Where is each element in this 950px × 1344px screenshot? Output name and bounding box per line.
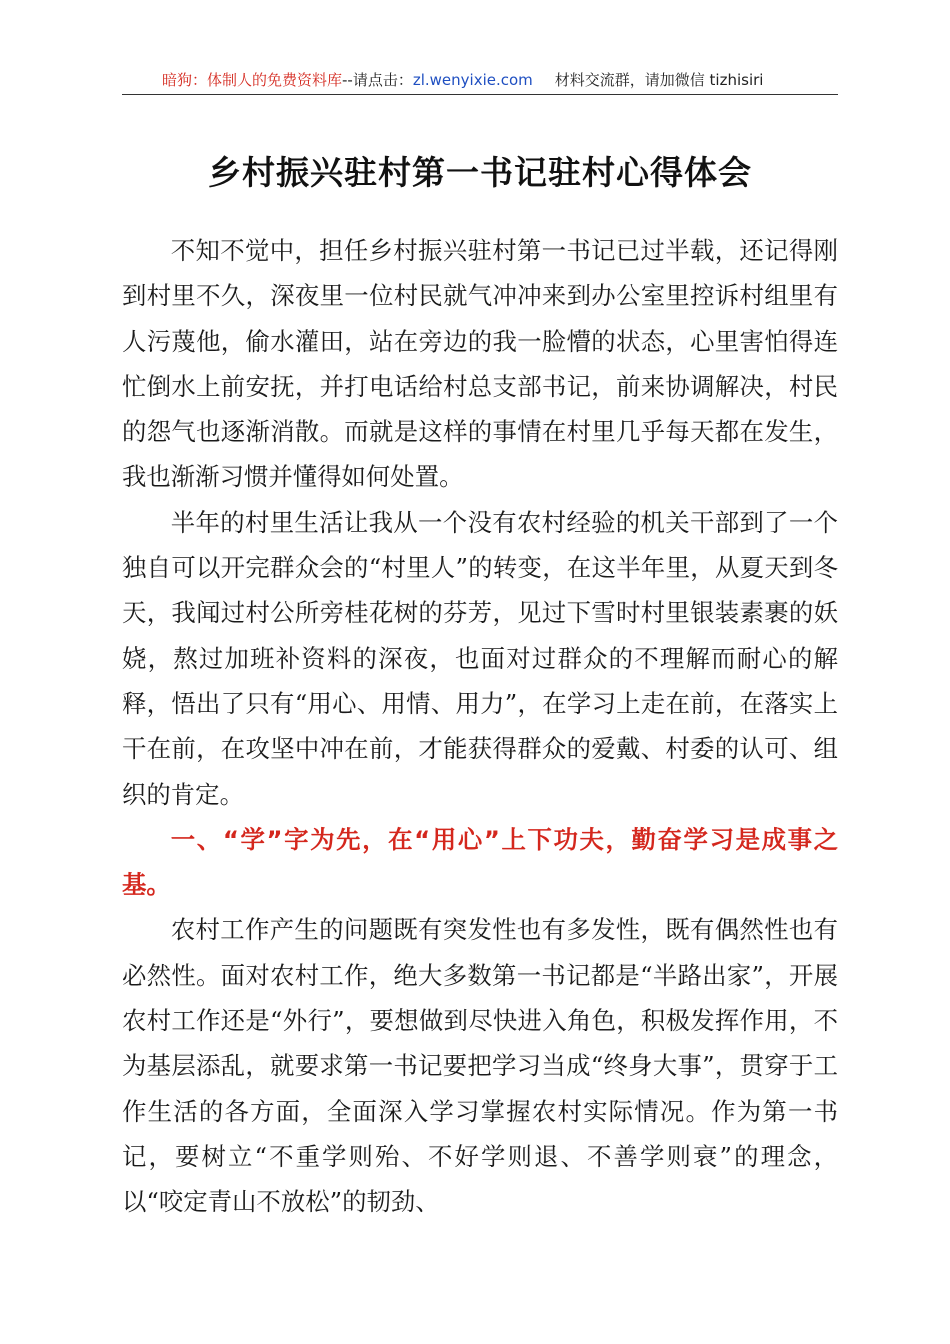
- document-title: 乡村振兴驻村第一书记驻村心得体会: [208, 153, 752, 192]
- header-brand: 暗狗：体制人的免费资料库: [162, 71, 343, 89]
- page-header: [122, 68, 838, 92]
- body-paragraph-2: 半年的村里生活让我从一个没有农村经验的机关干部到了一个独自可以开完群众会的“村里人”的转变，在这半年里，从夏天到冬天，我闻过村公所旁桂花树的芬芳，见过下雪时村里银装素裹的妖娆，熬过加班补资料的深夜，也面对过群众的不理解而耐心的解释，悟出了只有“用心、用情、用力”，在学习上走在前，在落实上干在前，在攻坚中冲在前，才能获得群众的爱戴、村委的认可、组织的肯定。: [122, 507, 838, 809]
- body-paragraph-1: 不知不觉中，担任乡村振兴驻村第一书记已过半载，还记得刚到村里不久，深夜里一位村民就气冲冲来到办公室里控诉村组里有人污蔑他，偷水灌田，站在旁边的我一脸懵的状态，心里害怕得连忙倒水上前安抚，并打电话给村总支部书记，前来协调解决，村民的怨气也逐渐消散。而就是这样的事情在村里几乎每天都在发生，我也渐渐习惯并懂得如何处置。: [122, 236, 838, 492]
- document-body: [122, 228, 838, 1225]
- section-heading-1: 一、“学”字为先，在“用心”上下功夫，勤奋学习是成事之基。: [122, 824, 838, 900]
- section-paragraph-1: 农村工作产生的问题既有突发性也有多发性，既有偶然性也有必然性。面对农村工作，绝大多数第一书记都是“半路出家”，开展农村工作还是“外行”，要想做到尽快进入角色，积极发挥作用，不为基层添乱，就要求第一书记要把学习当成“终身大事”，贯穿于工作生活的各方面，全面深入学习掌握农村实际情况。作为第一书记，要树立“不重学则殆、不好学则退、不善学则衰”的理念，以“咬定青山不放松”的韧劲、: [122, 915, 838, 1217]
- header-group-info: 材料交流群，请加微信 tizhisiri: [554, 71, 764, 89]
- header-divider: [122, 94, 838, 95]
- header-link[interactable]: zl.wenyixie.com: [412, 71, 533, 89]
- header-prompt: --请点击：: [342, 71, 413, 89]
